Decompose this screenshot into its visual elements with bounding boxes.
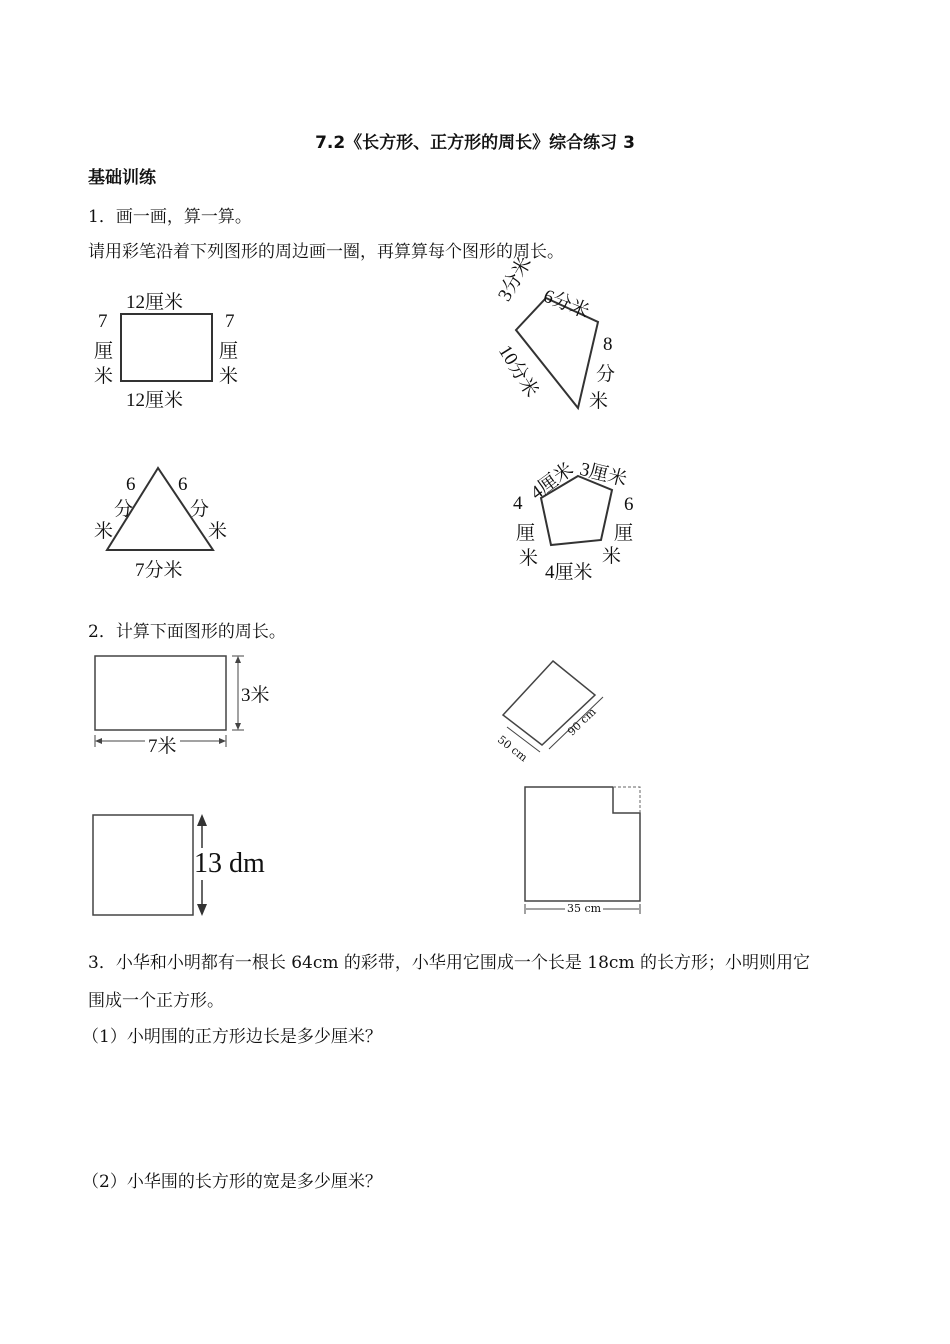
- q2-square-side-label: 13 dm: [194, 848, 265, 879]
- q1-pent-right-label-3: 米: [602, 546, 622, 567]
- page-title: 7.2《长方形、正方形的周长》综合练习 3: [315, 133, 635, 153]
- q2-tilted-long-label: 90 cm: [565, 705, 599, 739]
- q1-pent-topleft-label: 4厘米: [526, 459, 578, 505]
- q1-rect-right-label-3: 米: [219, 366, 239, 387]
- q1-pent-right-label-2: 厘: [614, 523, 634, 544]
- q1-rect-left-label-1: 7: [98, 311, 108, 332]
- q1-rect-right-label-2: 厘: [219, 341, 239, 362]
- q2-notched-width-label: 35 cm: [567, 902, 602, 915]
- q1-tri-bottom-label: 7分米: [135, 560, 183, 581]
- q1-quad-label-c1: 8: [603, 334, 613, 355]
- q2-rect-width-label: 7米: [145, 731, 180, 758]
- q1-rect-bottom-label: 12厘米: [126, 390, 184, 411]
- q1-quad-label-d: 10分米: [493, 341, 542, 402]
- q1-rect-top-label: 12厘米: [126, 292, 184, 313]
- q1-rect-left-label-2: 厘: [94, 341, 114, 362]
- q2-rect-height-label: 3米: [241, 680, 270, 707]
- q1-tri-left-label-3: 米: [94, 521, 114, 542]
- q1-pent-right-label-1: 6: [624, 494, 634, 515]
- q3-sub2: （2）小华围的长方形的宽是多少厘米？: [82, 1172, 382, 1192]
- section-heading: 基础训练: [88, 168, 156, 188]
- q2-heading: 2．计算下面图形的周长。: [88, 622, 286, 642]
- q1-quad-label-c3: 米: [589, 391, 609, 412]
- q1-tri-left-label-1: 6: [126, 474, 136, 495]
- q1-pent-left-label-1: 4: [513, 493, 523, 514]
- q3-sub1: （1）小明围的正方形边长是多少厘米？: [82, 1027, 382, 1047]
- q1-rect-right-label-1: 7: [225, 311, 235, 332]
- q3-line1: 3．小华和小明都有一根长 64cm 的彩带，小华用它围成一个长是 18cm 的长方形；小明则用它: [88, 953, 810, 973]
- q1-rect-left-label-3: 米: [94, 366, 114, 387]
- q1-pent-left-label-2: 厘: [516, 523, 536, 544]
- q1-quad-label-c2: 分: [596, 364, 616, 385]
- q1-tri-right-label-2: 分: [190, 499, 210, 520]
- q1-pent-topright-label: 3厘米: [577, 458, 629, 491]
- q1-quad-label-b: 6分米: [540, 285, 593, 323]
- q1-pent-bottom-label: 4厘米: [545, 562, 593, 583]
- q1-pent-left-label-3: 米: [519, 548, 539, 569]
- q1-quad-label-a: 3分米: [494, 253, 537, 305]
- q1-tri-right-label-1: 6: [178, 474, 188, 495]
- q1-tri-left-label-2: 分: [114, 499, 134, 520]
- q1-heading: 1．画一画，算一算。: [88, 207, 252, 227]
- q1-instruction: 请用彩笔沿着下列图形的周边画一圈，再算算每个图形的周长。: [88, 242, 564, 262]
- q2-tilted-short-label: 50 cm: [494, 733, 530, 765]
- q3-line2: 围成一个正方形。: [88, 991, 224, 1011]
- q1-tri-right-label-3: 米: [208, 521, 228, 542]
